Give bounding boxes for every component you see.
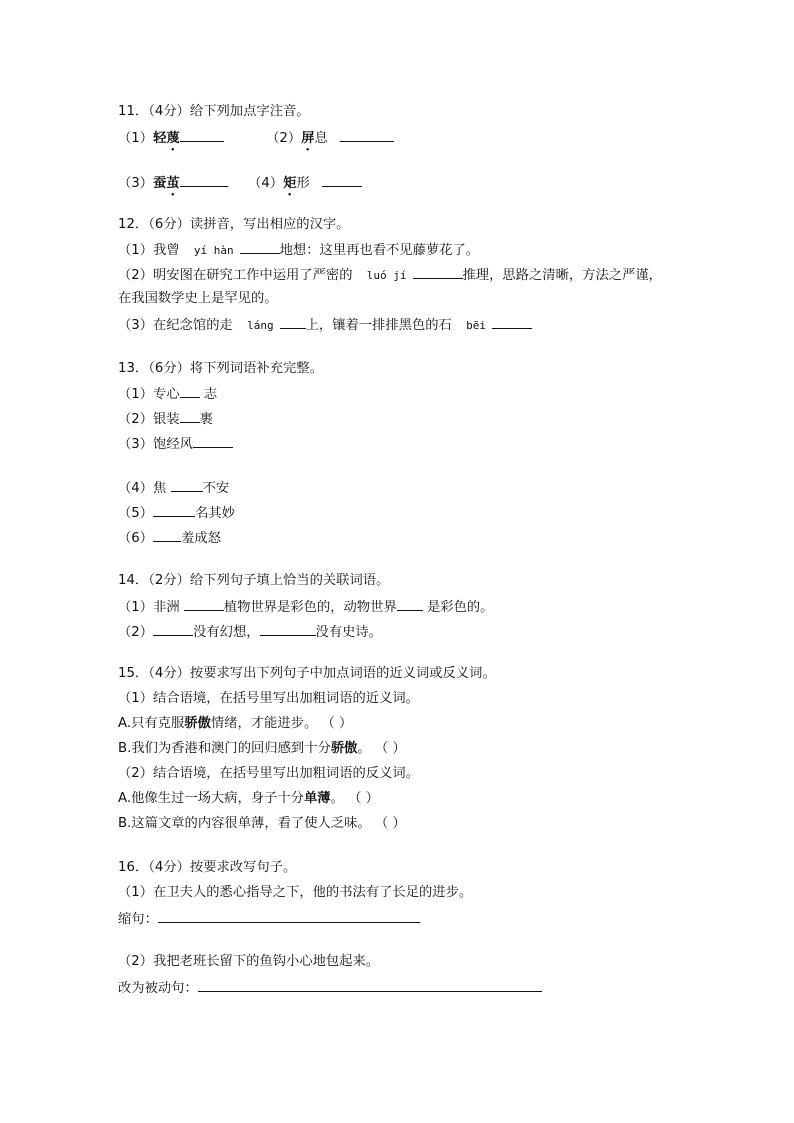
q16-answer-1 <box>118 909 420 929</box>
q14-blank-4[interactable] <box>260 622 316 636</box>
q13-item-5-prefix: （5） <box>118 506 154 521</box>
q15-item-a-post: 情绪，才能进步。 （ ） <box>210 716 353 731</box>
q12-pinyin-4: bēi <box>466 319 486 332</box>
q13-item-1-prefix: （1）专心 <box>118 387 180 402</box>
q15-item-a-bold: 骄傲 <box>184 716 211 731</box>
q12-line-1 <box>118 240 479 260</box>
q12-line-2 <box>118 265 662 285</box>
q14-line-2-prefix: （2） <box>118 625 154 640</box>
q15-item-b <box>118 740 406 758</box>
q13-item-5-suffix: 名其妙 <box>195 506 235 521</box>
q13-item-4-suffix: 不安 <box>202 481 230 496</box>
q13-item-3-blank[interactable] <box>193 434 233 448</box>
q12-blank-2[interactable] <box>413 265 463 279</box>
q15-item-c <box>118 790 379 808</box>
q12-pinyin-3: láng <box>247 319 274 332</box>
q13-item-6-prefix: （6） <box>118 531 154 546</box>
q12-line-1-suffix: 地想：这里再也看不见藤萝花了。 <box>279 243 480 258</box>
q14-blank-1[interactable] <box>184 597 224 611</box>
q13-item-4 <box>118 478 229 498</box>
q13-item-5-blank[interactable] <box>153 503 195 517</box>
q15-sub-1: （1）结合语境，在括号里写出加粗词语的近义词。 <box>118 691 419 706</box>
q15-item-d: B.这篇文章的内容很单薄，看了使人乏味。 （ ） <box>118 816 406 831</box>
q16-answer-2 <box>118 978 542 998</box>
q11-item-4-word-a: 矩 <box>283 176 297 191</box>
q11-item-2-word-a: 屏 <box>301 131 315 146</box>
q13-item-4-prefix: （4）焦 <box>118 481 167 496</box>
q12-blank-1[interactable] <box>240 240 280 254</box>
q13-item-2-suffix: 裹 <box>199 412 213 427</box>
q14-line-1-prefix: （1）非洲 <box>118 600 180 615</box>
q13-item-2-prefix: （2）银装 <box>118 412 180 427</box>
q15-item-c-bold: 单薄 <box>303 791 331 806</box>
q12-line-4 <box>118 315 532 335</box>
q12-line-4-middle: 上，镶着一排排黑色的石 <box>305 318 452 333</box>
q15-item-b-post: 。 （ ） <box>357 741 406 756</box>
q11-item-4-num: （4） <box>248 176 284 191</box>
q13-item-3 <box>118 434 233 454</box>
q15-item-b-bold: 骄傲 <box>330 741 358 756</box>
q12-line-1-prefix: （1）我曾 <box>118 243 180 258</box>
q13-item-6 <box>118 528 221 548</box>
q11-item-4-blank[interactable] <box>322 173 362 187</box>
q13-item-5 <box>118 503 235 523</box>
q13-item-1-suffix: 志 <box>203 387 218 402</box>
q14-blank-3[interactable] <box>153 622 193 636</box>
q15-item-a <box>118 715 352 733</box>
q12-line-2-prefix: （2）明安图在研究工作中运用了严密的 <box>118 268 353 283</box>
q11-item-3-word-b: 茧 <box>166 176 180 191</box>
q16-title: 16．（4分）按要求改写句子。 <box>118 860 297 875</box>
q13-title: 13．（6分）将下列词语补充完整。 <box>118 361 323 376</box>
q14-line-2-middle: 没有幻想， <box>193 625 260 640</box>
q15-item-b-pre: B.我们为香港和澳门的回归感到十分 <box>118 741 331 756</box>
q14-line-1-suffix: 是彩色的。 <box>426 600 494 615</box>
q12-line-2-suffix: 推理，思路之清晰，方法之严谨， <box>462 268 662 283</box>
q11-row-1 <box>118 128 394 154</box>
q13-item-4-blank[interactable] <box>171 478 203 492</box>
q11-item-2-word-b: 息 <box>314 131 328 146</box>
q11-item-3-word-a: 蚕 <box>153 176 167 191</box>
q15-title: 15．（4分）按要求写出下列句子中加点词语的近义词或反义词。 <box>118 666 496 681</box>
q14-line-2-suffix: 没有史诗。 <box>315 625 383 640</box>
q16-answer-1-blank[interactable] <box>158 909 420 923</box>
q16-answer-1-label: 缩句： <box>118 912 158 927</box>
q11-item-1-num: （1） <box>118 131 154 146</box>
q15-sub-2: （2）结合语境，在括号里写出加粗词语的反义词。 <box>118 766 419 781</box>
q12-blank-4[interactable] <box>492 315 532 329</box>
q12-blank-3[interactable] <box>280 315 306 329</box>
q14-title: 14．（2分）给下列句子填上恰当的关联词语。 <box>118 573 390 588</box>
q11-row-2 <box>118 173 362 199</box>
q13-item-1 <box>118 384 217 404</box>
q12-pinyin-1: yí hàn <box>193 244 234 257</box>
q13-item-2 <box>118 409 213 429</box>
q13-item-6-suffix: 羞成怒 <box>181 531 221 546</box>
q14-blank-2[interactable] <box>397 597 423 611</box>
q12-title: 12．（6分）读拼音，写出相应的汉字。 <box>118 217 350 232</box>
q13-item-1-blank[interactable] <box>180 384 200 398</box>
q12-pinyin-2: luó jí <box>366 269 407 282</box>
q11-title: 11．（4分）给下列加点字注音。 <box>118 104 310 119</box>
q16-answer-2-blank[interactable] <box>198 978 542 992</box>
q13-item-6-blank[interactable] <box>153 528 181 542</box>
q11-item-1-blank[interactable] <box>180 128 224 142</box>
q15-item-c-pre: A.他像生过一场大病，身子十分 <box>118 791 304 806</box>
q14-line-2 <box>118 622 382 642</box>
q14-line-1-middle: 植物世界是彩色的，动物世界 <box>223 600 397 615</box>
q14-line-1 <box>118 597 493 617</box>
q11-item-2-blank[interactable] <box>340 128 394 142</box>
q16-sentence-1: （1）在卫夫人的悉心指导之下，他的书法有了长足的进步。 <box>118 885 473 900</box>
q13-item-2-blank[interactable] <box>180 409 200 423</box>
q16-answer-2-label: 改为被动句： <box>118 981 198 996</box>
q15-item-a-pre: A.只有克服 <box>118 716 185 731</box>
q16-sentence-2: （2）我把老班长留下的鱼钩小心地包起来。 <box>118 954 380 969</box>
q11-item-2-num: （2） <box>266 131 302 146</box>
q13-item-3-prefix: （3）饱经风 <box>118 437 193 452</box>
q11-item-3-num: （3） <box>118 176 154 191</box>
q12-line-4-prefix: （3）在纪念馆的走 <box>118 318 233 333</box>
q12-line-3: 在我国数学史上是罕见的。 <box>118 291 278 306</box>
q11-item-1-word-b: 蔑 <box>166 131 180 146</box>
q15-item-c-post: 。 （ ） <box>330 791 379 806</box>
q11-item-4-word-b: 形 <box>296 176 310 191</box>
q11-item-1-word-a: 轻 <box>153 131 167 146</box>
q11-item-3-blank[interactable] <box>180 173 228 187</box>
